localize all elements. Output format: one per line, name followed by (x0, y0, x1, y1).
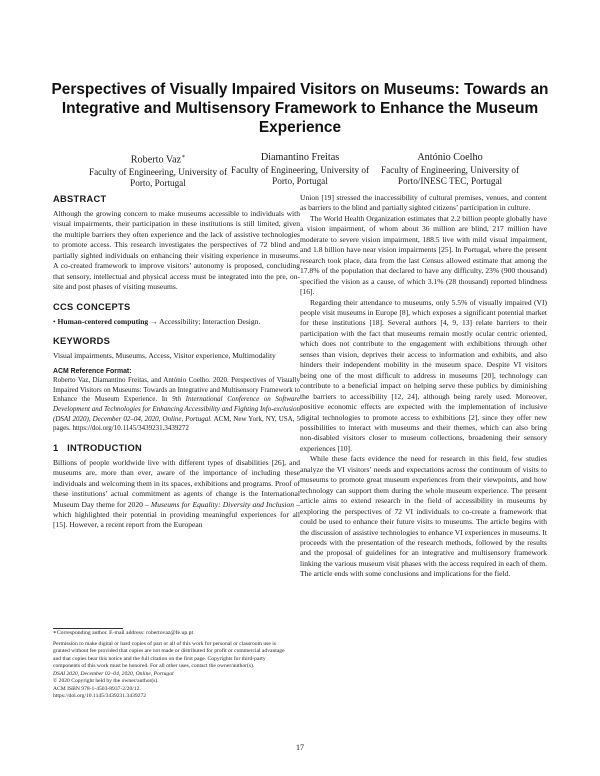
right-paragraph-2: The World Health Organization estimates that 2.2 billion people globally have a vision impairment, of whom about 36 million are blind, 217 million have moderate to severe vision impairment, 188.5 live with mild visual impairment, and 1.8 billion have near vision impairments [25]. In Portugal, where the present research took place, data from the last Census allowed estimate that among the 17.8% of the population that declared to have any difficulty, 23% (900 thousand) specified the vision as a cause, of which 3.1% (28 thousand) reported blindness [16]. (300, 213, 547, 297)
permission-block (53, 641, 291, 701)
conference-line: DSAI 2020, December 02–04, 2020, Online, Portugal (53, 670, 174, 677)
paper-title: Perspectives of Visually Impaired Visitors on Museums: Towards an Integrative and Multisensory Framework to Enhance the Museum Experience (51, 81, 549, 136)
ccs-text (53, 317, 300, 327)
copyright-line: © 2020 Copyright held by the owner/author(s). (53, 678, 159, 685)
acm-reference-tail: ACM, New York, NY, USA, 5 pages. https://doi.org/10.1145/3439231.3439272 (53, 414, 300, 433)
ccs-rest: Accessibility; Interaction Design. (159, 316, 261, 326)
keywords-heading: KEYWORDS (53, 336, 111, 347)
author-1-affiliation: Faculty of Engineering, University of Porto, Portugal (88, 166, 228, 189)
acm-reference-venue: 9th International Conference on Software Development and Technologies for Enhancing Accessibility and Fighting Info-exclusion (DSAI 2020), December 02–04, 2020, Online, Portugal. (53, 395, 300, 423)
ccs-heading: CCS CONCEPTS (53, 301, 131, 312)
right-paragraph-4: While these facts evidence the need for research in this field, few studies analyze the VI visitors’ needs and expectations across the continuum of visits to museums to promote great museum experiences from their viewpoints, and how technology can support them during the whole museum experience. The present article aims to extend research in the field of accessibility in museums by exploring the perspectives of 72 VI individuals to co-create a framework that could be used to enhance their future visits to museums. The article begins with the discussion of assistive technologies to enhance VI experiences in museums. It proceeds with the presentation of the research methods, followed by the results and the proposal of guidelines for an integrative and multisensory framework linking the various museum visit phases with the access required in each of them. The article ends with some conclusions and implications for the field. (300, 454, 547, 579)
introduction-text: Billions of people worldwide live with different types of disabilities [26], and museums are, more than ever, aware of the importance of including these individuals and welcoming them in its spaces, exhibitions and programs. Proof of these institutions’ actual commitment as agents of change is the International Museum Day theme for 2020 – Museums for Equality: Diversity and Inclusion – which highlighted their potential in providing meaningful experiences for all [15]. However, a recent report from the European (53, 457, 300, 530)
author-3 (378, 152, 522, 188)
museum-day-theme: Museums for Equality: Diversity and Inclusion (150, 499, 295, 509)
introduction-heading: 1 INTRODUCTION (53, 442, 142, 453)
abstract-heading: ABSTRACT (53, 194, 107, 204)
author-2-affiliation: Faculty of Engineering, University of Porto, Portugal (230, 164, 370, 186)
keywords-text: Visual impairments, Museums, Access, Visitor experience, Multimodality (53, 351, 276, 361)
footnote: ∗Corresponding author. E-mail address: robertovaz@fe.up.pt (53, 630, 194, 636)
footnote-rule (53, 628, 123, 629)
acm-reference (53, 367, 300, 434)
author-3-name: António Coelho (417, 152, 483, 163)
ccs-primary: Human-centered computing (57, 316, 149, 326)
author-1-mark: ∗ (181, 154, 186, 160)
author-2-name: Diamantino Freitas (260, 152, 340, 163)
isbn-line: ACM ISBN 978-1-4503-8937-2/20/12. (53, 685, 141, 692)
acm-reference-authors: Roberto Vaz, Diamantino Freitas, and António Coelho. 2020. Perspectives of Visually Impaired Visitors on Museums: Towards an Integrative and Multisensory Framework to Enhance the Museum Experience. In (53, 376, 300, 404)
right-paragraph-3: Regarding their attendance to museums, only 5.5% of visually impaired (VI) people visit museums in Europe [8], which exposes a significant potential market for these institutions [18]. Several authors [4, 9, 13] relate barriers to their participation with the fact that museums remain mostly ocular centric oriented, which does not contribute to the engagement with exhibitions through other senses than vision, deprives their access to information and exhibits, and also hinders their independent mobility in the museum space. Despite VI visitors being one of the most difficult to address in museums [20], technology can contribute to a beneficial impact on helping serve these publics by diminishing the barriers to accessibility [12, 24], although being rarely used. Moreover, positive economic effects are expected with the implementation of inclusive digital technologies to promote access to exhibitions [2], since they offer new possibilities to interact with museums and their themes, which can also bring non-disabled visitors closer to museum collections, broadening their sensory experiences [10]. (300, 297, 547, 453)
doi-line: https://doi.org/10.1145/3439231.3439272 (53, 693, 147, 700)
right-paragraph-1: Union [19] stressed the inaccessibility of cultural premises, venues, and content as barriers to the blind and partially sighted citizens’ participation in culture. (300, 193, 547, 213)
ccs-bullet: • (53, 316, 56, 326)
permission-text: Permission to make digital or hard copies of part or all of this work for personal or classroom use is granted without fee provided that copies are not made or distributed for profit or commercial advantage and that copies bear this notice and the full citation on the first page. Copyrights for third-party components of this work must be honored. For all other uses, contact the owner/author(s). (53, 641, 285, 670)
author-1 (88, 152, 228, 190)
ccs-arrow: → (150, 316, 158, 326)
abstract-text: Although the growing concern to make museums accessible to individuals with visual impairments, their participation in these institutions is still limited, given the multiple barriers they often experience and the lack of assistive technologies to promote access. This research investigates the perspectives of 72 blind and partially sighted individuals on enhancing their visiting experience in museums. A co-created framework to improve visitors’ autonomy is proposed, concluding that sensory, intellectual and physical access must be integrated into the pre, on-site and post phases of visiting museums. (53, 209, 300, 292)
right-column (300, 193, 547, 580)
left-column (53, 193, 300, 531)
author-3-affiliation: Faculty of Engineering, University of Porto/INESC TEC, Portugal (380, 164, 520, 186)
acm-reference-label: ACM Reference Format: (53, 367, 132, 375)
author-2 (228, 152, 372, 188)
page-number: 17 (296, 743, 304, 752)
author-1-name: Roberto Vaz (130, 154, 182, 166)
